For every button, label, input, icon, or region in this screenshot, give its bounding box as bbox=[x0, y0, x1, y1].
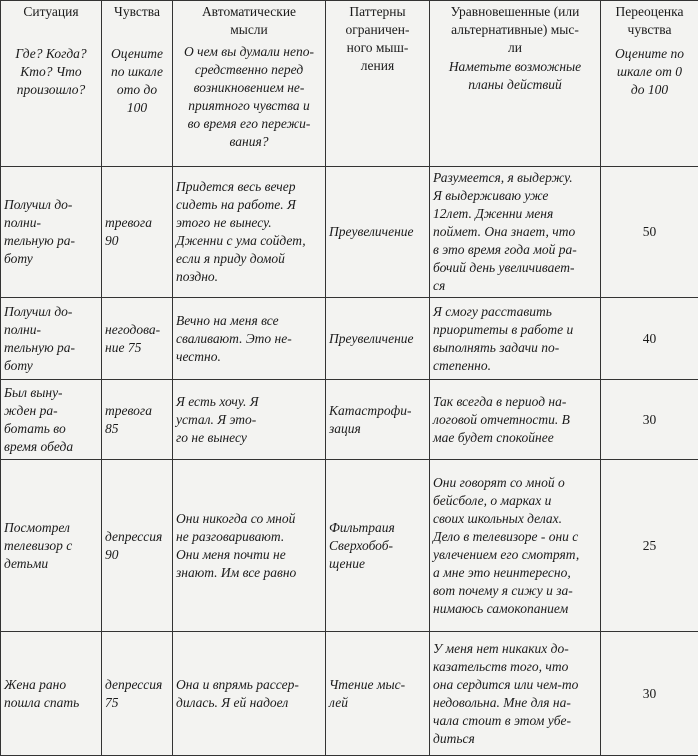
cell-rerate: 30 bbox=[601, 632, 698, 756]
table-row bbox=[1, 632, 698, 756]
cell-automatic-thought: Я есть хочу. Я устал. Я это- го не вынесу bbox=[173, 380, 326, 460]
header-situation bbox=[1, 1, 102, 167]
cell-automatic-thought: Вечно на меня все сваливают. Это не- честно. bbox=[173, 298, 326, 380]
cell-situation: Получил до- полни- тельную ра- боту bbox=[1, 167, 102, 298]
cell-rerate: 50 bbox=[601, 167, 698, 298]
table-row bbox=[1, 167, 698, 298]
cell-feeling: тревога 85 bbox=[102, 380, 173, 460]
cell-automatic-thought: Придется весь вечер сидеть на работе. Я этого не вынесу. Дженни с ума сойдет, если я приду домой поздно. bbox=[173, 167, 326, 298]
header-subtitle: Оцените по шкале от 0 до 100 bbox=[601, 39, 698, 99]
header-title: Уравновешенные (или альтернативные) мыс- ли bbox=[430, 1, 600, 57]
header-feelings bbox=[102, 1, 173, 167]
header-subtitle: Наметьте возможные планы действий bbox=[430, 57, 600, 94]
cell-situation: Посмотрел телевизор с детьми bbox=[1, 460, 102, 632]
header-subtitle: О чем вы думали непо- средственно перед возникновением не- приятного чувства и во время его пережи- вания? bbox=[173, 39, 325, 151]
cell-balanced-thought: Так всегда в период на- логовой отчетности. В мае будет спокойнее bbox=[430, 380, 601, 460]
header-title: Ситуация bbox=[1, 1, 101, 21]
cell-rerate: 40 bbox=[601, 298, 698, 380]
header-subtitle: Где? Когда? Кто? Что произошло? bbox=[1, 21, 101, 99]
cell-balanced-thought: Я смогу расставить приоритеты в работе и выполнять задачи по- степенно. bbox=[430, 298, 601, 380]
cell-rerate: 25 bbox=[601, 460, 698, 632]
cell-situation: Получил до- полни- тельную ра- боту bbox=[1, 298, 102, 380]
header-thinking-patterns bbox=[326, 1, 430, 167]
header-subtitle: Оцените по шкале ото до 100 bbox=[102, 21, 172, 117]
cell-automatic-thought: Они никогда со мной не разговаривают. Они меня почти не знают. Им все равно bbox=[173, 460, 326, 632]
cell-feeling: негодова- ние 75 bbox=[102, 298, 173, 380]
table-row bbox=[1, 298, 698, 380]
cell-situation: Жена рано пошла спать bbox=[1, 632, 102, 756]
cell-rerate: 30 bbox=[601, 380, 698, 460]
header-rerate-feelings bbox=[601, 1, 698, 167]
cell-automatic-thought: Она и впрямь рассер- дилась. Я ей надоел bbox=[173, 632, 326, 756]
cell-feeling: депрессия 75 bbox=[102, 632, 173, 756]
header-row bbox=[1, 1, 698, 167]
cell-pattern: Чтение мыс- лей bbox=[326, 632, 430, 756]
header-title: Паттерны ограничен- ного мыш- ления bbox=[326, 1, 429, 75]
header-title: Чувства bbox=[102, 1, 172, 21]
header-balanced-thoughts bbox=[430, 1, 601, 167]
cell-balanced-thought: Они говорят со мной о бейсболе, о марках и своих школьных делах. Дело в телевизоре - они с увлечением его смотрят, а мне это неинтересно, вот почему я сижу и за- нимаюсь самокопанием bbox=[430, 460, 601, 632]
header-automatic-thoughts bbox=[173, 1, 326, 167]
table-row bbox=[1, 460, 698, 632]
header-title: Автоматические мысли bbox=[173, 1, 325, 39]
cell-balanced-thought: У меня нет никаких до- казательств того, что она сердится или чем-то недовольна. Мне для на- чала стоит в этом убе- диться bbox=[430, 632, 601, 756]
cell-pattern: Катастрофи- зация bbox=[326, 380, 430, 460]
cell-pattern: Преувеличение bbox=[326, 298, 430, 380]
cell-feeling: тревога 90 bbox=[102, 167, 173, 298]
header-title: Переоценка чувства bbox=[601, 1, 698, 39]
table-row bbox=[1, 380, 698, 460]
cell-pattern: Преувеличение bbox=[326, 167, 430, 298]
cell-feeling: депрессия 90 bbox=[102, 460, 173, 632]
cell-pattern: Фильтраия Сверхобоб- щение bbox=[326, 460, 430, 632]
cell-situation: Был выну- жден ра- ботать во время обеда bbox=[1, 380, 102, 460]
cell-balanced-thought: Разумеется, я выдержу. Я выдерживаю уже 12лет. Дженни меня поймет. Она знает, что в это время года мой ра- бочий день увеличивает- ся bbox=[430, 167, 601, 298]
